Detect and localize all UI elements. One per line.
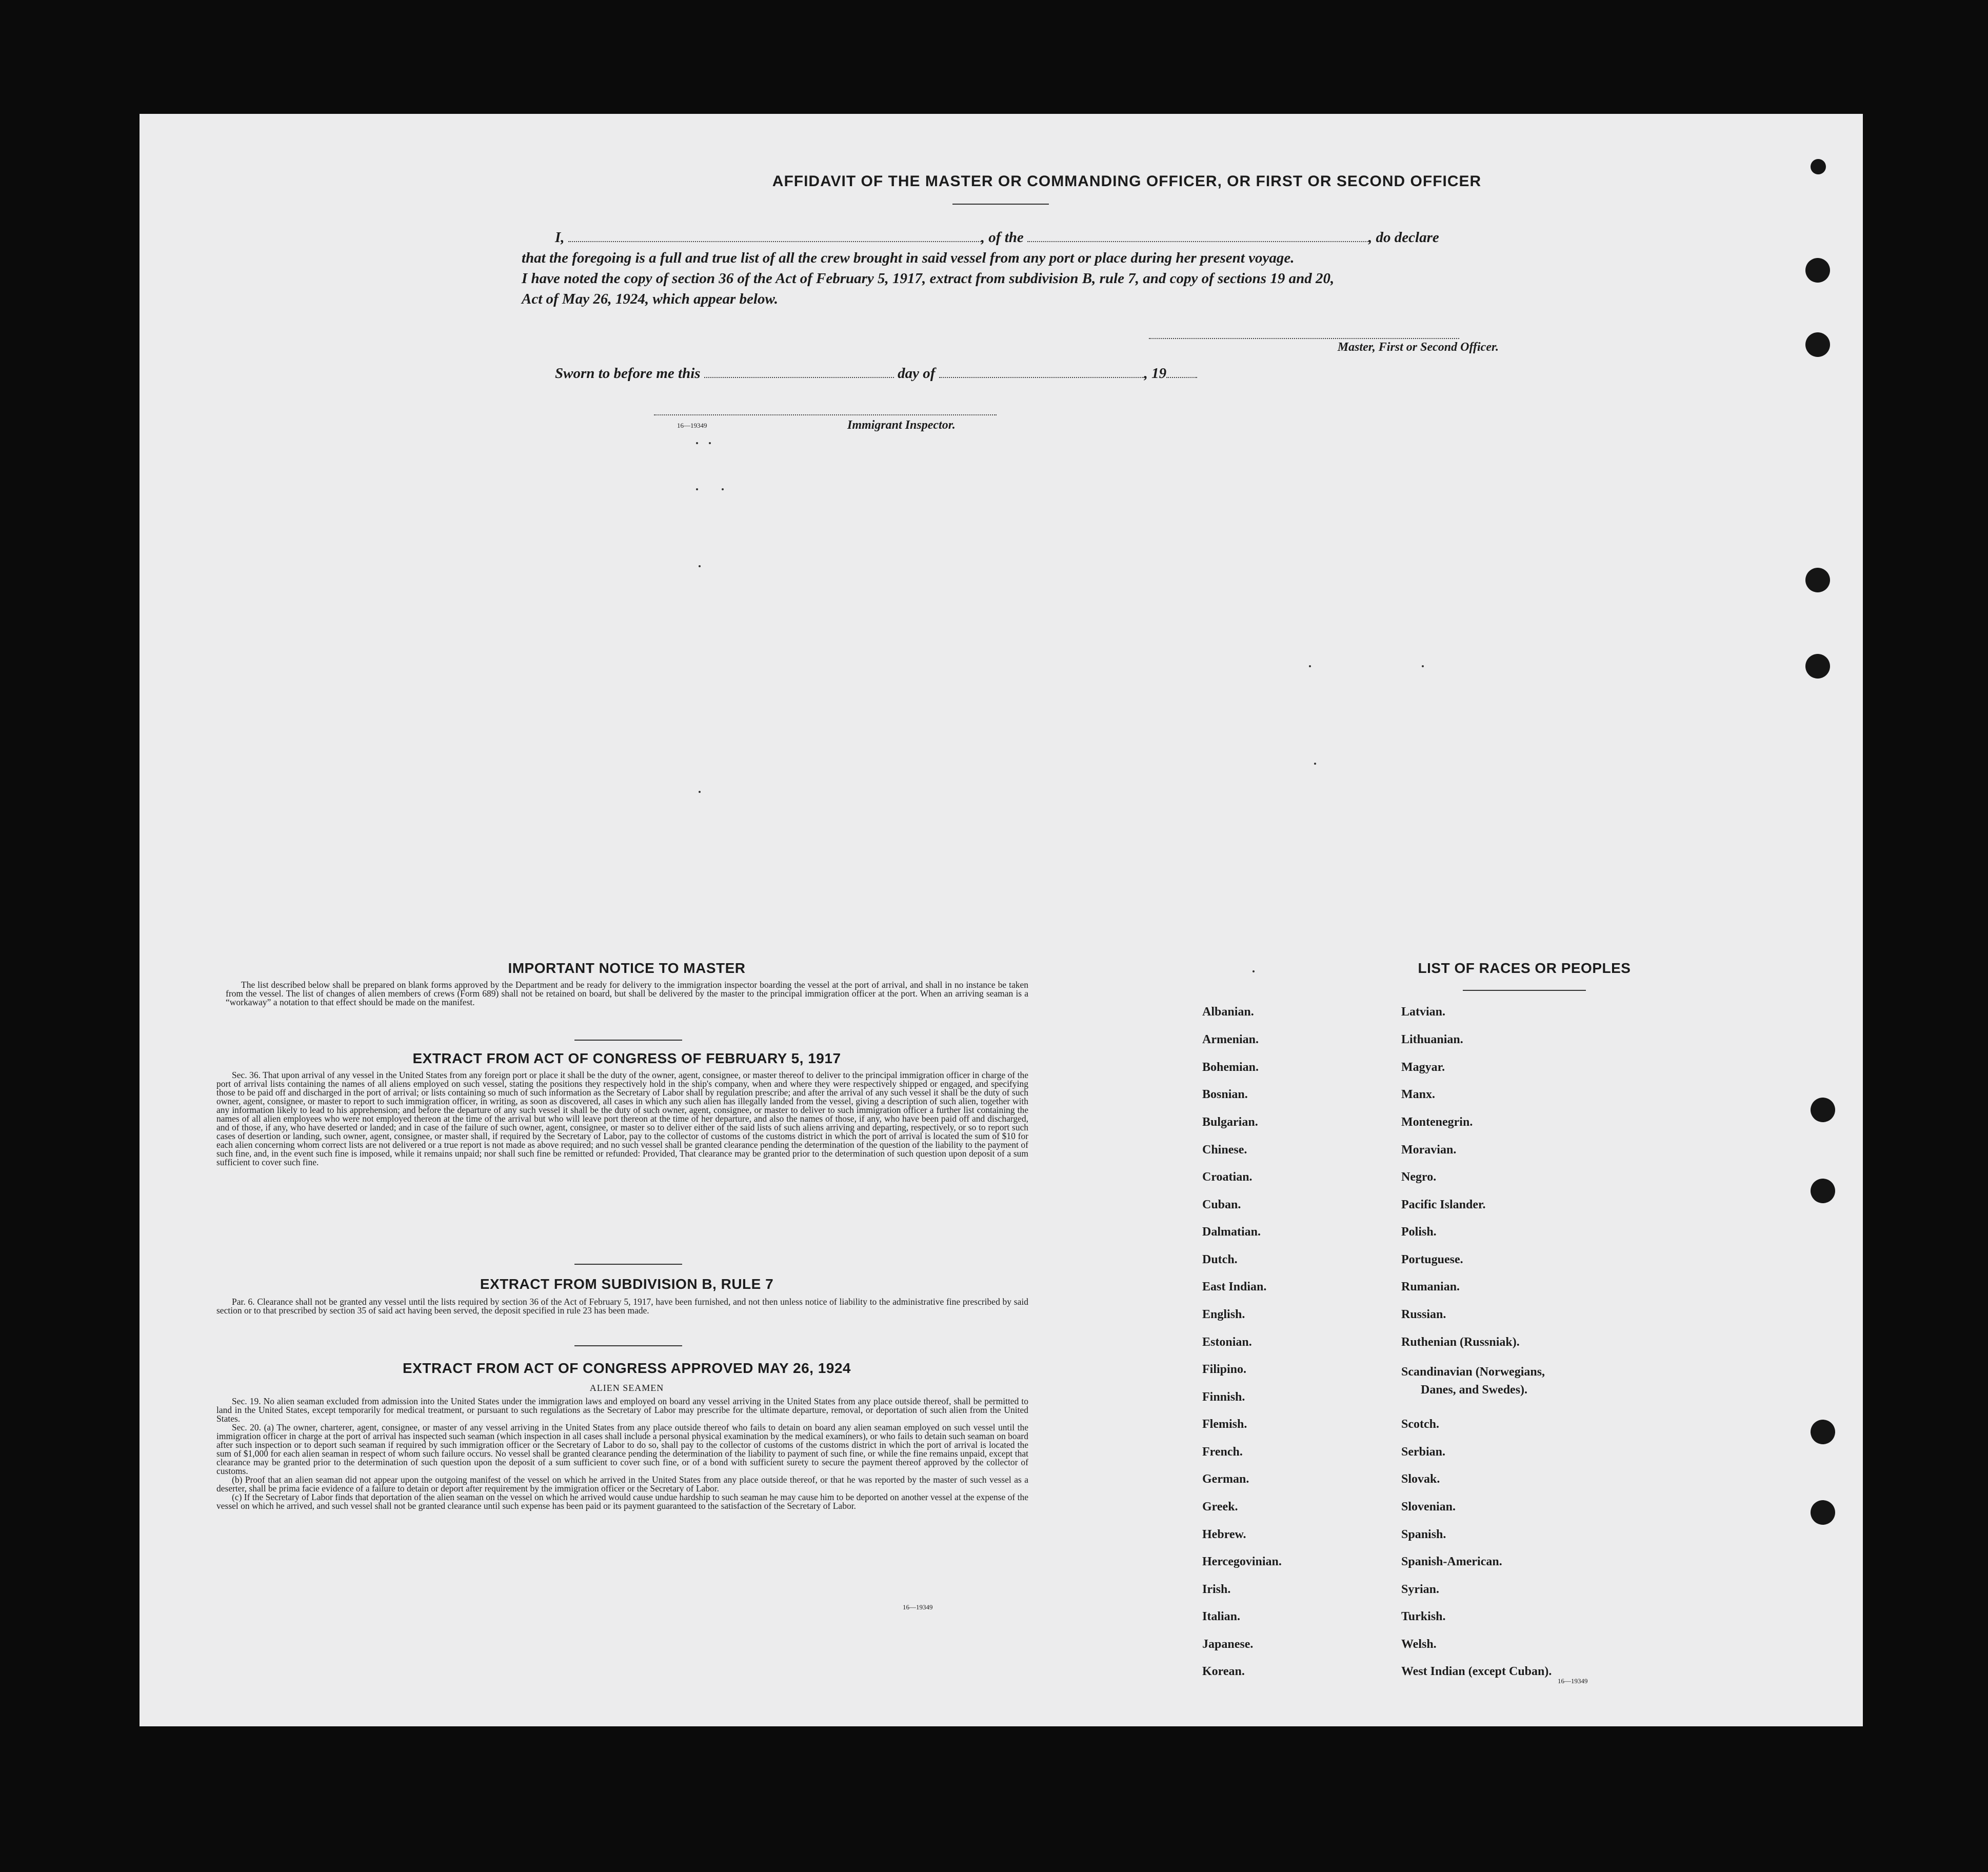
races-title: LIST OF RACES OR PEOPLES: [1418, 960, 1631, 976]
rule7-rule: [574, 1345, 682, 1346]
scan-speck: [1314, 763, 1316, 765]
race-item: Polish.: [1401, 1225, 1437, 1239]
race-item: Ruthenian (Russniak).: [1401, 1336, 1520, 1349]
declaration-i: I,: [555, 229, 565, 246]
section-20a-text: Sec. 20. (a) The owner, charterer, agent, consignee, or master of any vessel arriving in the United States from any place outside thereof who fails to detain on board any alien seaman employed on such vessel until the immigration officer in charge at the port of arrival has inspected such seaman (which inspection in all cases shall include a personal physical examination by the medical examiners), or who fails to detain such seaman on board after such inspection or to deport such seaman if required by such immigration officer or the Secretary of Labor to do so, shall pay to the collector of customs of the customs district in which the port of arrival is located the sum of $1,000 for each alien seaman in respect of whom such failure occurs. No vessel shall be granted clearance pending the determination of the liability to payment of such fine, or while the fine remains unpaid, except that clearance may be granted prior to the determination of such question upon the deposit of a sum sufficient to cover such fine, or of a bond with sufficient surety to secure the payment thereof approved by the collector of customs.: [216, 1422, 1028, 1476]
race-item: Magyar.: [1401, 1061, 1445, 1074]
race-item: Manx.: [1401, 1088, 1435, 1101]
title-rule: [952, 204, 1049, 205]
race-item: Dalmatian.: [1202, 1225, 1261, 1239]
day-of-label: day of: [898, 365, 936, 382]
race-item: Russian.: [1401, 1308, 1446, 1321]
name-field[interactable]: [568, 241, 981, 242]
extract-1917-rule: [574, 1264, 682, 1265]
rule7-body: Par. 6. Clearance shall not be granted any vessel until the lists required by section 36 of the Act of February 5, 1917, have been furnished, and not then unless notice of liability to the administrative fine prescribed by said section or to that prescribed by section 35 of said act having been served, the deposit specified in rule 23 has been made.: [216, 1297, 1028, 1316]
race-item: Irish.: [1202, 1583, 1231, 1596]
race-item: Lithuanian.: [1401, 1033, 1463, 1046]
binder-hole-icon: [1811, 1179, 1835, 1203]
form-number-bottom-left: 16—19349: [903, 1603, 933, 1611]
race-item-continued: Danes, and Swedes).: [1421, 1383, 1528, 1397]
race-item: Bulgarian.: [1202, 1116, 1258, 1129]
race-item: Pacific Islander.: [1401, 1198, 1486, 1211]
race-item: Scandinavian (Norwegians,: [1401, 1365, 1545, 1379]
alien-seamen-subtitle: ALIEN SEAMEN: [589, 1383, 664, 1393]
notice-body: The list described below shall be prepared on blank forms approved by the Department and be ready for delivery to the immigration inspector boarding the vessel at the port of arrival, and shall in no instance be taken from the vessel. The list of changes of alien members of crews (Form 689) shall not be retained on board, but shall be delivered by the master to the principal immigration officer at the port. When an arriving seaman is a “workaway” a notation to that effect should be made on the manifest.: [226, 980, 1028, 1007]
section-19-text: Sec. 19. No alien seaman excluded from admission into the United States under the immigration laws and employed on board any vessel arriving in the United States from any place outside thereof, shall be permitted to land in the United States, except temporarily for medical treatment, or pursuant to such regulations as the Secretary of Labor may prescribe for the ultimate departure, removal, or deportation of such alien from the United States.: [216, 1396, 1028, 1424]
race-item: Hercegovinian.: [1202, 1555, 1282, 1568]
form-number-top: 16—19349: [677, 422, 707, 429]
race-item: Greek.: [1202, 1500, 1238, 1513]
rule7-title: EXTRACT FROM SUBDIVISION B, RULE 7: [480, 1276, 774, 1292]
document-page: [140, 114, 1863, 1726]
race-item: Croatian.: [1202, 1170, 1253, 1184]
extract-1924-title: EXTRACT FROM ACT OF CONGRESS APPROVED MAY 26, 1924: [403, 1360, 851, 1376]
race-item: Slovenian.: [1401, 1500, 1456, 1513]
scan-speck: [722, 488, 724, 490]
race-item: English.: [1202, 1308, 1245, 1321]
binder-hole-icon: [1811, 1098, 1835, 1122]
declaration-line-1: [522, 229, 1624, 246]
binder-hole-icon: [1805, 568, 1830, 592]
race-item: Welsh.: [1401, 1638, 1437, 1651]
race-item: Slovak.: [1401, 1472, 1440, 1486]
binder-hole-icon: [1805, 654, 1830, 679]
race-item: Japanese.: [1202, 1638, 1254, 1651]
scan-speck: [699, 791, 701, 793]
scan-speck: [1422, 665, 1424, 667]
race-item: Scotch.: [1401, 1418, 1439, 1431]
scan-speck: [1253, 970, 1255, 972]
race-item: Montenegrin.: [1401, 1116, 1473, 1129]
races-rule: [1463, 990, 1586, 991]
notice-rule: [574, 1040, 682, 1041]
notice-title: IMPORTANT NOTICE TO MASTER: [508, 960, 746, 976]
race-item: Bohemian.: [1202, 1061, 1259, 1074]
race-item: Serbian.: [1401, 1445, 1446, 1459]
race-item: Korean.: [1202, 1665, 1245, 1678]
binder-hole-icon: [1811, 1500, 1835, 1525]
master-signature-line[interactable]: [1149, 338, 1459, 339]
master-signature-label: Master, First or Second Officer.: [1337, 341, 1499, 354]
race-item: Albanian.: [1202, 1005, 1254, 1019]
declaration-of-the: , of the: [981, 229, 1024, 246]
scan-speck: [699, 565, 701, 567]
section-20c-text: (c) If the Secretary of Labor finds that deportation of the alien seaman on the vessel on which he arrived would cause undue hardship to such seaman he may cause him to be deported on another vessel at the expense of the vessel on which he arrived, and such vessel shall not be granted clearance until such expense has been paid or its payment guaranteed to the satisfaction of the Secretary of Labor.: [216, 1492, 1028, 1511]
binder-hole-icon: [1805, 258, 1830, 283]
race-item: West Indian (except Cuban).: [1401, 1665, 1552, 1678]
sworn-label: Sworn to before me this: [555, 365, 701, 382]
declaration-line-4: Act of May 26, 1924, which appear below.: [522, 291, 778, 307]
sworn-day-field[interactable]: [704, 377, 894, 378]
inspector-signature-line[interactable]: [654, 414, 997, 415]
binder-hole-icon: [1805, 332, 1830, 357]
race-item: Finnish.: [1202, 1390, 1245, 1404]
race-item: East Indian.: [1202, 1280, 1267, 1293]
race-item: French.: [1202, 1445, 1243, 1459]
race-item: Chinese.: [1202, 1143, 1247, 1157]
scan-speck: [1309, 665, 1311, 667]
race-item: Latvian.: [1401, 1005, 1446, 1019]
race-item: Hebrew.: [1202, 1528, 1246, 1541]
sworn-line: [522, 365, 1624, 382]
scan-speck: [696, 442, 698, 444]
affidavit-title: AFFIDAVIT OF THE MASTER OR COMMANDING OFFICER, OR FIRST OR SECOND OFFICER: [772, 173, 1482, 190]
vessel-field[interactable]: [1027, 241, 1368, 242]
race-item: Dutch.: [1202, 1253, 1238, 1266]
extract-1917-title: EXTRACT FROM ACT OF CONGRESS OF FEBRUARY 5, 1917: [412, 1050, 841, 1066]
race-item: Turkish.: [1401, 1610, 1446, 1623]
declaration-line-3: I have noted the copy of section 36 of the Act of February 5, 1917, extract from subdivision B, rule 7, and copy of sections 19 and 20,: [522, 270, 1335, 287]
sworn-month-field[interactable]: [939, 377, 1144, 378]
declaration-do-declare: , do declare: [1368, 229, 1439, 246]
race-item: Estonian.: [1202, 1336, 1252, 1349]
race-item: Cuban.: [1202, 1198, 1241, 1211]
scan-speck: [696, 488, 698, 490]
sworn-year-field[interactable]: [1166, 377, 1197, 378]
race-item: Bosnian.: [1202, 1088, 1248, 1101]
race-item: Spanish-American.: [1401, 1555, 1502, 1568]
race-item: Negro.: [1401, 1170, 1437, 1184]
binder-hole-icon: [1811, 159, 1826, 174]
section-20b-text: (b) Proof that an alien seaman did not appear upon the outgoing manifest of the vessel on which he arrived in the United States from any place outside thereof, or that he was reported by the master of such vessel as a deserter, shall be prima facie evidence of a failure to detain or deport after requirement by the immigration officer or the Secretary of Labor.: [216, 1475, 1028, 1493]
inspector-label: Immigrant Inspector.: [847, 419, 956, 432]
declaration-line-2: that the foregoing is a full and true list of all the crew brought in said vessel from any port or place during her present voyage.: [522, 250, 1295, 266]
race-item: German.: [1202, 1472, 1249, 1486]
race-item: Moravian.: [1401, 1143, 1457, 1157]
scan-speck: [709, 442, 711, 444]
form-number-bottom-right: 16—19349: [1558, 1677, 1588, 1685]
race-item: Armenian.: [1202, 1033, 1259, 1046]
race-item: Portuguese.: [1401, 1253, 1463, 1266]
extract-1924-body: [216, 1397, 1028, 1510]
extract-1917-body: Sec. 36. That upon arrival of any vessel in the United States from any foreign port or place it shall be the duty of the owner, agent, consignee, or master thereof to deliver to the principal immigration officer in charge of the port of arrival lists containing the names of all aliens employed on such vessel, stating the positions they respectively hold in the ship's company, when and where they were respectively shipped or engaged, and specifying those to be paid off and discharged in the port of arrival; or lists containing so much of such information as the Secretary of Labor shall by regulation prescribe; and after the arrival of any such vessel it shall be the duty of such owner, agent, consignee, or master to report to such immigration officer, in writing, as soon as discovered, all cases in which any such alien has illegally landed from the vessel, giving a description of such alien, together with any information likely to lead to his apprehension; and before the departure of any such vessel it shall be the duty of such owner, agent, consignee, or master to deliver to such immigration officer a further list containing the names of all alien employees who were not employed thereon at the time of the arrival but who will leave port thereon at the time of her departure, and also the names of those, if any, who have been paid off and discharged, and of those, if any, who have deserted or landed; and in case of the failure of such owner, agent, consignee, or master so to deliver either of the said lists of such aliens arriving and departing, respectively, or so to report such cases of desertion or landing, such owner, agent, consignee, or master shall, if required by the Secretary of Labor, pay to the collector of customs of the customs district in which the port of arrival is located the sum of $10 for each alien concerning whom correct lists are not delivered or a true report is not made as above required; and no such vessel shall be granted clearance pending the determination of the question of the liability to the payment of such fine, and, in the event such fine is imposed, while it remains unpaid; nor shall such fine be remitted or refunded: Provided, That clearance may be granted prior to the determination of such question upon deposit of a sum sufficient to cover such fine.: [216, 1070, 1028, 1167]
binder-hole-icon: [1811, 1420, 1835, 1444]
year-label: , 19: [1144, 365, 1167, 382]
race-item: Syrian.: [1401, 1583, 1440, 1596]
race-item: Rumanian.: [1401, 1280, 1460, 1293]
race-item: Italian.: [1202, 1610, 1241, 1623]
race-item: Spanish.: [1401, 1528, 1446, 1541]
race-item: Flemish.: [1202, 1418, 1247, 1431]
race-item: Filipino.: [1202, 1363, 1247, 1376]
